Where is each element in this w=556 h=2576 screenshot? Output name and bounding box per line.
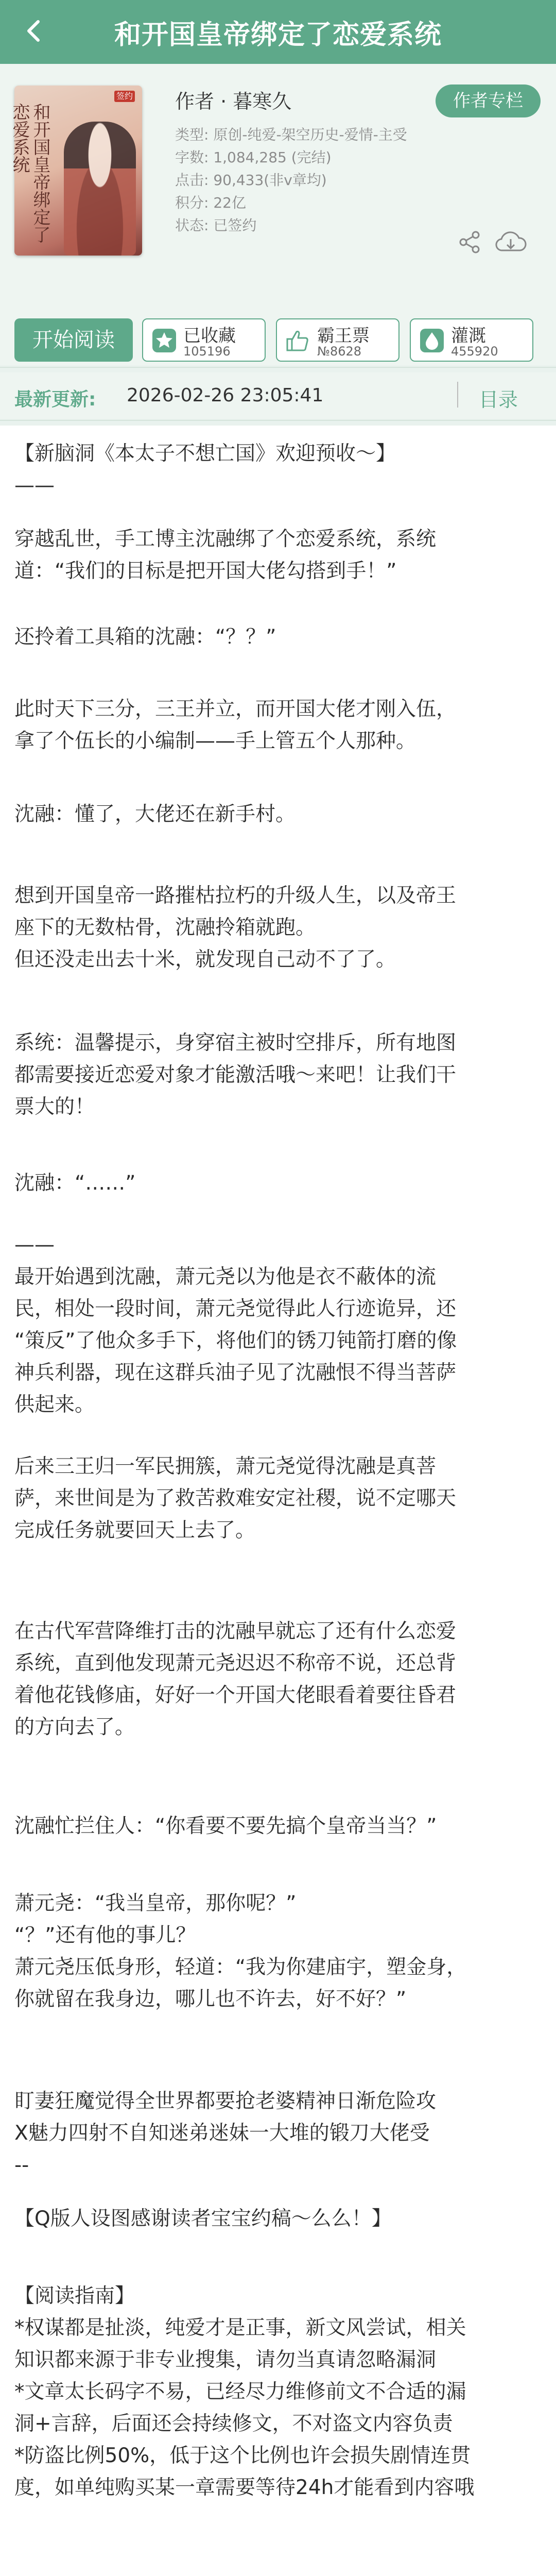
book-score: 积分: 22亿	[175, 194, 246, 211]
synopsis-paragraph: 沈融：懂了，大佬还在新手村。	[14, 803, 296, 826]
book-words: 字数: 1,084,285 (完结)	[175, 149, 332, 166]
synopsis-paragraph: —— 最开始遇到沈融，萧元尧以为他是衣不蔽体的流 民，相处一段时间，萧元尧觉得此人行迹诡异，还 “策反”了他众多手下，将他们的锈刀钝箭打磨的像 神兵利器，现在这群兵油子见了沈融恨不得当菩萨 供起来。	[14, 1233, 457, 1416]
synopsis-paragraph: ——	[14, 474, 55, 497]
latest-update-bar	[0, 372, 556, 419]
divider	[0, 367, 556, 368]
synopsis-paragraph: 想到开国皇帝一路摧枯拉朽的升级人生，以及帝王 座下的无数枯骨，沈融拎箱就跑。 但还没走出去十米，就发现自己动不了了。	[14, 884, 457, 971]
water-drop-icon	[419, 328, 445, 353]
synopsis-paragraph: 沈融：“……”	[14, 1172, 136, 1195]
bawang-ticket-button[interactable]	[276, 318, 399, 362]
page-title: 和开国皇帝绑定了恋爱系统	[114, 19, 442, 50]
synopsis-paragraph: 沈融忙拦住人：“你看要不要先搞个皇帝当当？”	[14, 1815, 437, 1838]
synopsis-paragraph: 后来三王归一军民拥簇，萧元尧觉得沈融是真菩 萨，来世间是为了救苦救难安定社稷，说不定哪天 完成任务就要回天上去了。	[14, 1455, 457, 1542]
synopsis-paragraph: 在古代军营降维打击的沈融早就忘了还有什么恋爱 系统，直到他发现萧元尧迟迟不称帝不说，还总背 着他花钱修庙，好好一个开国大佬眼看着要往昏君 的方向去了。	[14, 1620, 457, 1739]
synopsis-paragraph: 盯妻狂魔觉得全世界都要抢老婆精神日渐危险攻 X魅力四射不自知迷弟迷妹一大堆的锻刀大佬受 --	[14, 2090, 437, 2177]
book-type: 类型: 原创-纯爱-架空历史-爱情-主受	[175, 126, 407, 143]
author-name[interactable]: 作者 · 暮寒久	[175, 90, 292, 113]
start-reading-button[interactable]: 开始阅读	[14, 318, 133, 362]
divider	[0, 420, 556, 421]
synopsis-paragraph: 萧元尧：“我当皇帝，那你呢？” “？”还有他的事儿？ 萧元尧压低身形，轻道：“我为你建庙宇，塑金身， 你就留在我身边，哪儿也不许去，好不好？”	[14, 1892, 467, 2011]
action-row	[0, 306, 556, 363]
share-icon[interactable]	[457, 230, 482, 255]
cover-title: 和开国皇帝绑定了恋爱系统	[9, 103, 50, 243]
synopsis-paragraph: 系统：温馨提示，身穿宿主被时空排斥，所有地图 都需要接近恋爱对象才能激活哦～来吧！让我们干 票大的！	[14, 1031, 457, 1118]
cover-illustration	[64, 122, 136, 256]
irrigate-label: 灌溉	[451, 326, 486, 346]
synopsis-content	[0, 426, 556, 2576]
cloud-download-icon[interactable]	[494, 228, 527, 257]
collect-count: 105196	[183, 344, 231, 359]
synopsis-paragraph: 【阅读指南】 *权谋都是扯淡，纯爱才是正事，新文风尝试，相关 知识都来源于非专业搜集，请勿当真请忽略漏洞 *文章太长码字不易，已经尽力维修前文不合适的漏 洞+言辞，后面还会持续修文，不对盗文内容负责 *防盗比例50%，低于这个比例也许会损失剧情连贯 度，如单纯购买某一章需要等待24h才能看到内容哦	[14, 2284, 475, 2499]
latest-update-label: 最新更新:	[14, 389, 96, 410]
synopsis-paragraph: 此时天下三分，三王并立，而开国大佬才刚入伍， 拿了个伍长的小编制——手上管五个人那种。	[14, 698, 457, 753]
divider	[457, 382, 458, 408]
author-column-button[interactable]: 作者专栏	[436, 84, 541, 117]
chevron-left-icon	[24, 20, 44, 42]
bawang-label: 霸王票	[317, 326, 370, 346]
book-clicks: 点击: 90,433(非v章均)	[175, 172, 327, 189]
back-button[interactable]	[19, 15, 49, 46]
signed-badge: 签约	[114, 91, 135, 102]
synopsis-paragraph: 还拎着工具箱的沈融：“？？”	[14, 625, 276, 649]
synopsis-paragraph: 穿越乱世，手工博主沈融绑了个恋爱系统，系统 道：“我们的目标是把开国大佬勾搭到手！”	[14, 528, 437, 583]
star-icon	[151, 328, 177, 353]
book-info-card	[0, 64, 556, 365]
latest-update-date: 2026-02-26 23:05:41	[127, 385, 324, 406]
bawang-count: №8628	[317, 344, 362, 359]
collect-button[interactable]	[142, 318, 266, 362]
synopsis-paragraph: 【Q版人设图感谢读者宝宝约稿～么么！】	[14, 2207, 392, 2230]
thumbs-up-icon	[285, 328, 311, 353]
table-of-contents-link[interactable]: 目录	[479, 388, 518, 411]
irrigate-button[interactable]	[410, 318, 533, 362]
synopsis-paragraph: 【新脑洞《本太子不想亡国》欢迎预收～】	[14, 442, 396, 465]
collect-label: 已收藏	[183, 326, 236, 346]
book-cover[interactable]	[9, 86, 142, 256]
top-bar	[0, 0, 556, 64]
book-status: 状态: 已签约	[175, 217, 257, 234]
irrigate-count: 455920	[451, 344, 498, 359]
